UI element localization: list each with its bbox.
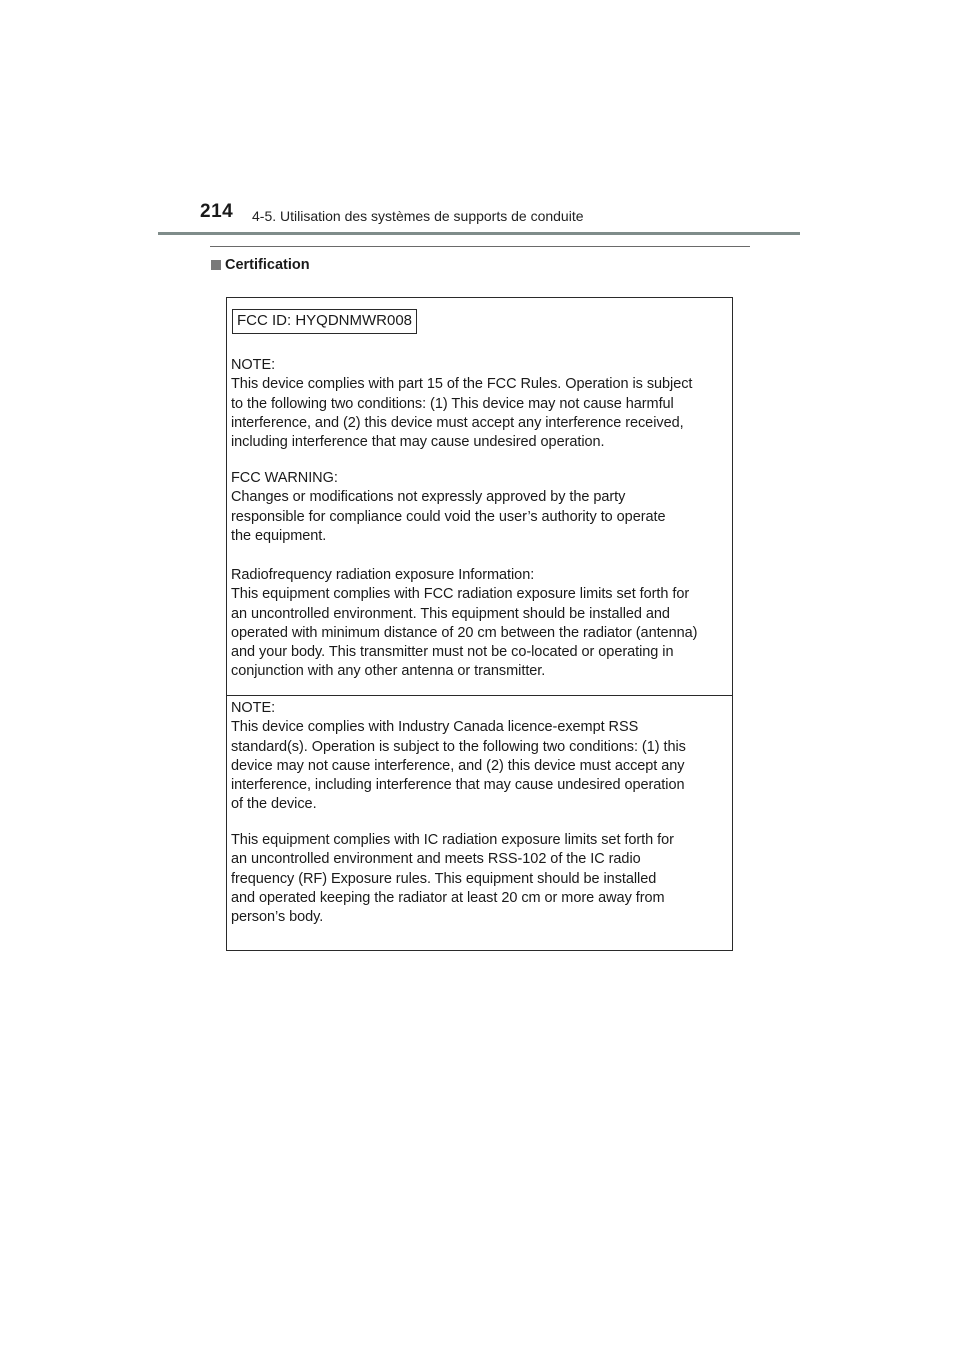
- chapter-title: 4-5. Utilisation des systèmes de supports de conduite: [252, 208, 584, 224]
- fcc-id-label: FCC ID: HYQDNMWR008: [232, 309, 417, 334]
- header-rule: [158, 232, 800, 235]
- section-heading-text: Certification: [225, 257, 310, 273]
- section-heading: [211, 257, 310, 273]
- fcc-warning: FCC WARNING: Changes or modifications not expressly approved by the party responsible for compliance could void the user’s authority to operate the equipment.: [231, 470, 666, 544]
- rf-exposure-info: Radiofrequency radiation exposure Information: This equipment complies with FCC radiation exposure limits set forth for an uncontrolled environment. This equipment should be installed and operated with minimum distance of 20 cm between the radiator (antenna) and your body. This transmitter must not be co-located or operating in conjunction with any other antenna or transmitter.: [231, 567, 698, 680]
- certification-label-box: [226, 297, 733, 951]
- box-divider: [227, 695, 732, 696]
- fcc-note: NOTE: This device complies with part 15 of the FCC Rules. Operation is subject to the following two conditions: (1) This device may not cause harmful interference, and (2) this device must accept any interference received, including interference that may cause undesired operation.: [231, 357, 693, 451]
- square-bullet-icon: [211, 260, 221, 270]
- page-number: 214: [200, 201, 234, 222]
- ic-note: NOTE: This device complies with Industry Canada licence-exempt RSS standard(s). Operation is subject to the following two conditions: (1) this device may not cause interference, and (2) this device must accept any interference, including interference that may cause undesired operation of the device.: [231, 700, 686, 813]
- section-rule: [210, 246, 750, 247]
- ic-exposure-info: This equipment complies with IC radiation exposure limits set forth for an uncontrolled environment and meets RSS-102 of the IC radio frequency (RF) Exposure rules. This equipment should be installed and operated keeping the radiator at least 20 cm or more away from person’s body.: [231, 832, 674, 926]
